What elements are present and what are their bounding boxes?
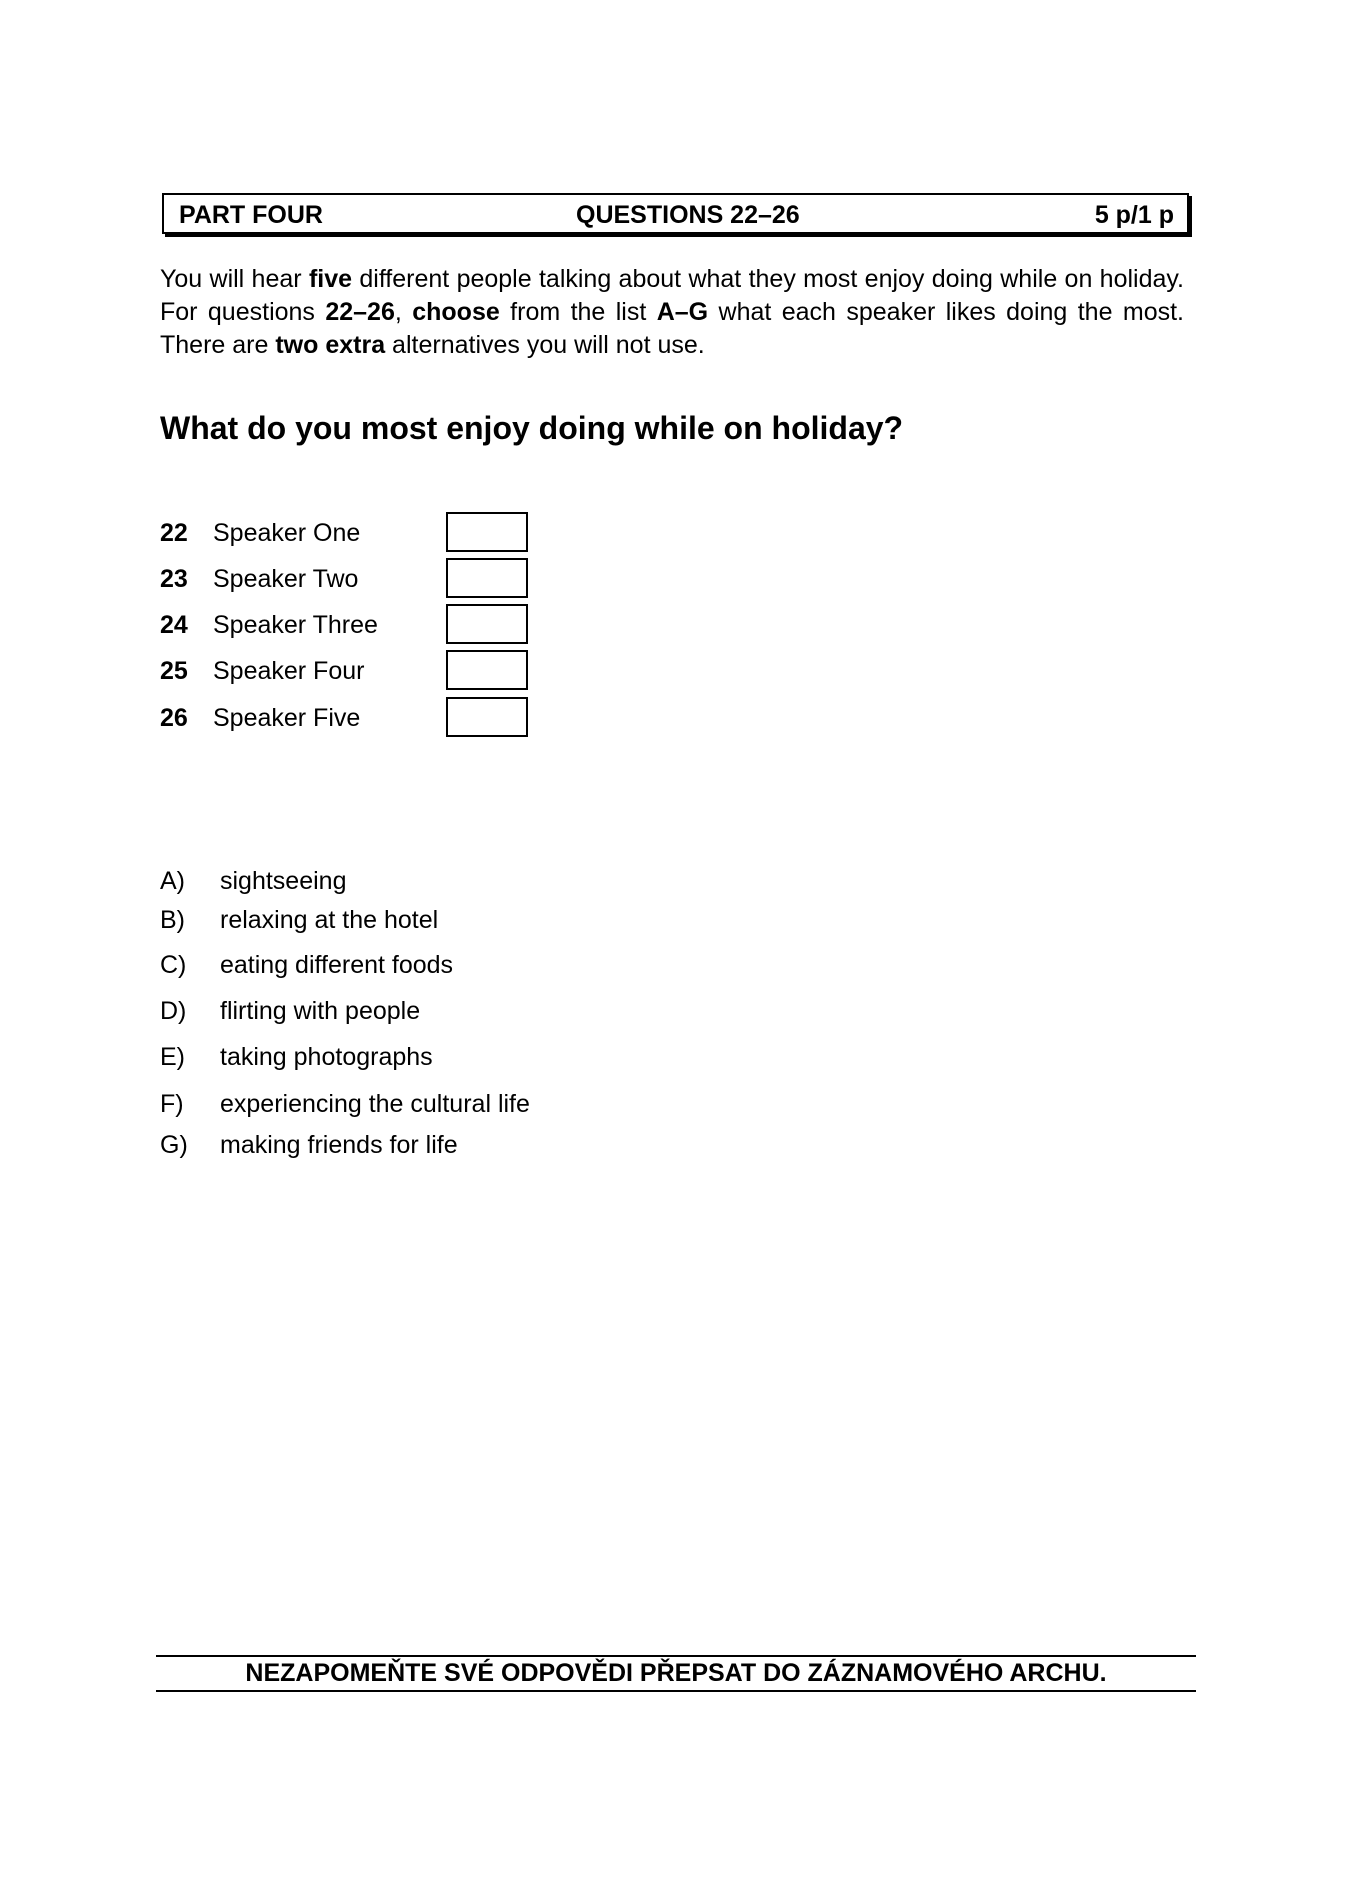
speaker-row-23 bbox=[160, 558, 540, 600]
speaker-label: Speaker Three bbox=[213, 611, 378, 639]
answer-box-24[interactable] bbox=[446, 604, 528, 644]
speaker-row-24 bbox=[160, 604, 540, 646]
option-text: making friends for life bbox=[220, 1131, 458, 1159]
answer-box-22[interactable] bbox=[446, 512, 528, 552]
option-letter: B) bbox=[160, 906, 185, 934]
instructions-bold: two extra bbox=[275, 331, 386, 359]
question-number: 22 bbox=[160, 519, 188, 547]
instructions-text: You will hear bbox=[160, 265, 309, 293]
option-text: relaxing at the hotel bbox=[220, 906, 439, 934]
questions-range: QUESTIONS 22–26 bbox=[576, 201, 800, 229]
speaker-row-26 bbox=[160, 697, 540, 739]
speaker-label: Speaker One bbox=[213, 519, 361, 547]
speaker-label: Speaker Four bbox=[213, 657, 365, 685]
option-d bbox=[160, 996, 660, 1028]
footer-reminder: NEZAPOMEŇTE SVÉ ODPOVĚDI PŘEPSAT DO ZÁZNAMOVÉHO ARCHU. bbox=[245, 1659, 1107, 1687]
section-header bbox=[162, 193, 1189, 234]
question-number: 23 bbox=[160, 565, 188, 593]
instructions-bold: five bbox=[308, 265, 353, 293]
option-text: taking photographs bbox=[220, 1043, 433, 1071]
instructions-text: alternatives you will not use. bbox=[385, 331, 705, 359]
question-title: What do you most enjoy doing while on holiday? bbox=[160, 410, 904, 446]
option-text: flirting with people bbox=[220, 997, 421, 1025]
option-letter: A) bbox=[160, 867, 185, 895]
speaker-label: Speaker Five bbox=[213, 704, 361, 732]
instructions-bold: 22–26 bbox=[325, 298, 395, 326]
speaker-row-25 bbox=[160, 650, 540, 692]
instructions-text: from the list bbox=[499, 298, 657, 326]
speaker-label: Speaker Two bbox=[213, 565, 359, 593]
answer-box-26[interactable] bbox=[446, 697, 528, 737]
option-text: eating different foods bbox=[220, 951, 454, 979]
option-letter: G) bbox=[160, 1131, 188, 1159]
option-g bbox=[160, 1130, 660, 1162]
answer-box-25[interactable] bbox=[446, 650, 528, 690]
instructions bbox=[160, 263, 1184, 362]
speaker-row-22 bbox=[160, 512, 540, 554]
footer-top-rule bbox=[156, 1655, 1196, 1657]
option-letter: D) bbox=[160, 997, 187, 1025]
instructions-bold: choose bbox=[412, 298, 500, 326]
option-c bbox=[160, 950, 660, 982]
option-letter: E) bbox=[160, 1043, 185, 1071]
option-letter: F) bbox=[160, 1090, 184, 1118]
option-e bbox=[160, 1042, 660, 1074]
question-number: 24 bbox=[160, 611, 188, 639]
instructions-text: , bbox=[394, 298, 413, 326]
option-text: sightseeing bbox=[220, 867, 347, 895]
part-label: PART FOUR bbox=[179, 201, 323, 229]
instructions-text: different people talking about what they most enjoy doing while on holiday. For questions bbox=[160, 265, 1184, 326]
option-f bbox=[160, 1089, 660, 1121]
question-number: 25 bbox=[160, 657, 188, 685]
option-text: experiencing the cultural life bbox=[220, 1090, 530, 1118]
question-number: 26 bbox=[160, 704, 188, 732]
option-a bbox=[160, 866, 660, 898]
footer-bottom-rule bbox=[156, 1690, 1196, 1692]
option-b bbox=[160, 905, 660, 937]
option-letter: C) bbox=[160, 951, 187, 979]
answer-box-23[interactable] bbox=[446, 558, 528, 598]
instructions-bold: A–G bbox=[656, 298, 709, 326]
points-label: 5 p/1 p bbox=[1094, 201, 1174, 229]
instructions-text: what each speaker likes doing the most. There are bbox=[160, 298, 1184, 359]
